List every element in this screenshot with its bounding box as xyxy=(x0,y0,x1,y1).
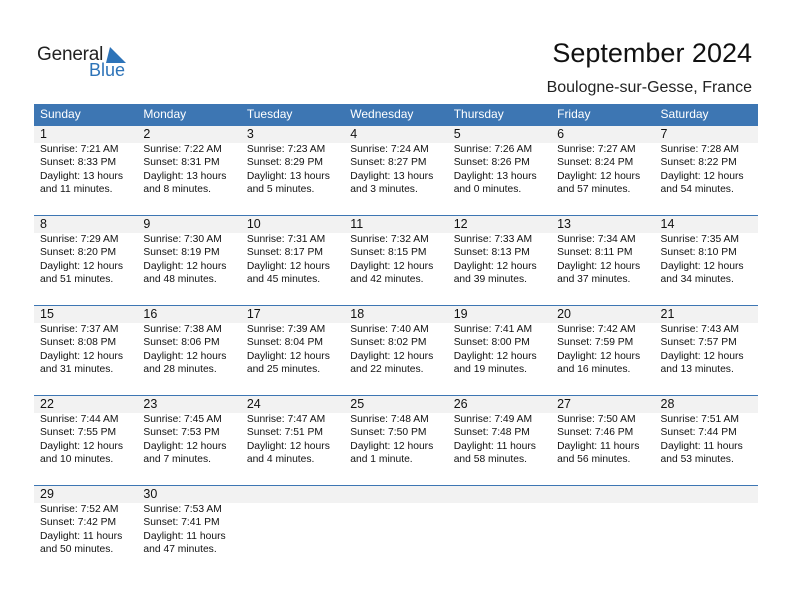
day-cell xyxy=(137,413,240,467)
weeks-container xyxy=(34,125,758,575)
day-cell xyxy=(34,503,137,557)
sunset-text: Sunset: 7:46 PM xyxy=(557,427,634,439)
day-cell xyxy=(344,503,447,557)
day-cell xyxy=(137,233,240,287)
sunset-text: Sunset: 8:06 PM xyxy=(143,337,220,349)
sunrise-text: Sunrise: 7:43 AM xyxy=(660,324,739,335)
day-number: 22 xyxy=(40,397,54,411)
weekday-label: Friday xyxy=(557,107,591,121)
day-cell xyxy=(655,143,758,197)
daylight-text: and 19 minutes. xyxy=(453,364,527,376)
day-cell xyxy=(551,413,654,467)
sunset-text: Sunset: 8:31 PM xyxy=(143,157,220,169)
day-cell xyxy=(34,233,137,287)
day-number: 28 xyxy=(660,397,675,411)
week-details xyxy=(34,143,758,197)
sunrise-text: Sunrise: 7:42 AM xyxy=(557,324,636,335)
week-date-strip xyxy=(34,305,758,323)
day-number: 13 xyxy=(557,217,572,231)
day-number: 7 xyxy=(660,127,668,141)
day-cell xyxy=(655,503,758,557)
calendar-week xyxy=(34,395,758,485)
daylight-text: and 34 minutes. xyxy=(660,274,734,286)
sunset-text: Sunset: 8:22 PM xyxy=(660,157,737,169)
sunset-text: Sunset: 8:08 PM xyxy=(40,337,117,349)
daylight-text: and 28 minutes. xyxy=(143,364,217,376)
weekday-label: Monday xyxy=(143,107,187,121)
day-number: 24 xyxy=(246,397,261,411)
sunset-text xyxy=(454,516,551,529)
day-number: 10 xyxy=(246,217,261,231)
week-date-strip xyxy=(34,215,758,233)
sunrise-text: Sunrise: 7:39 AM xyxy=(246,324,326,335)
daylight-text xyxy=(454,543,551,556)
day-number: 21 xyxy=(660,307,675,321)
daylight-text: Daylight: 12 hours xyxy=(40,260,123,272)
daylight-text: Daylight: 13 hours xyxy=(350,170,434,182)
location-subtitle: Boulogne-sur-Gesse, France xyxy=(546,79,752,96)
sunrise-text: Sunrise: 7:22 AM xyxy=(143,144,222,155)
week-details xyxy=(34,233,758,287)
sunrise-text: Sunrise: 7:40 AM xyxy=(350,324,429,335)
daylight-text xyxy=(454,530,551,543)
daylight-text: and 25 minutes. xyxy=(246,364,321,376)
sunset-text: Sunset: 7:48 PM xyxy=(453,427,530,439)
daylight-text: and 51 minutes. xyxy=(40,274,114,286)
daylight-text xyxy=(247,530,344,543)
sunrise-text: Sunrise: 7:48 AM xyxy=(350,414,429,425)
sunset-text: Sunset: 8:13 PM xyxy=(453,247,530,259)
sunset-text: Sunset: 7:57 PM xyxy=(660,337,737,349)
daylight-text: Daylight: 12 hours xyxy=(40,350,123,362)
sunrise-text: Sunrise: 7:53 AM xyxy=(143,504,222,515)
sunset-text: Sunset: 7:42 PM xyxy=(40,517,117,529)
daylight-text: and 3 minutes. xyxy=(350,184,418,196)
daylight-text: and 4 minutes. xyxy=(246,454,315,466)
day-number: 4 xyxy=(350,127,358,141)
daylight-text: and 53 minutes. xyxy=(660,454,734,466)
daylight-text: Daylight: 12 hours xyxy=(143,260,227,272)
daylight-text: Daylight: 12 hours xyxy=(40,440,123,452)
day-number xyxy=(551,486,654,503)
day-cell xyxy=(551,503,654,557)
weekday-label: Wednesday xyxy=(350,107,414,121)
daylight-text: Daylight: 12 hours xyxy=(557,260,641,272)
daylight-text: and 39 minutes. xyxy=(453,274,527,286)
daylight-text: and 58 minutes. xyxy=(453,454,527,466)
day-number: 14 xyxy=(660,217,675,231)
calendar-week xyxy=(34,485,758,575)
daylight-text: and 56 minutes. xyxy=(557,454,631,466)
daylight-text xyxy=(350,530,447,543)
week-date-strip xyxy=(34,485,758,503)
week-details xyxy=(34,323,758,377)
sunset-text: Sunset: 7:59 PM xyxy=(557,337,634,349)
sunrise-text: Sunrise: 7:47 AM xyxy=(246,414,326,425)
sunrise-text xyxy=(454,503,551,516)
daylight-text xyxy=(350,543,447,556)
day-cell xyxy=(241,503,344,557)
day-number: 1 xyxy=(40,127,47,141)
daylight-text: Daylight: 12 hours xyxy=(143,350,227,362)
day-number xyxy=(655,486,758,503)
day-number: 5 xyxy=(453,127,461,141)
daylight-text: Daylight: 11 hours xyxy=(453,440,536,452)
sunset-text: Sunset: 8:24 PM xyxy=(557,157,634,169)
sunrise-text: Sunrise: 7:21 AM xyxy=(40,144,119,155)
sunset-text: Sunset: 7:53 PM xyxy=(143,427,220,439)
week-date-strip xyxy=(34,395,758,413)
sunrise-text: Sunrise: 7:23 AM xyxy=(246,144,326,155)
day-number: 29 xyxy=(40,487,54,501)
calendar-week xyxy=(34,125,758,215)
sunset-text: Sunset: 8:19 PM xyxy=(143,247,220,259)
calendar-week xyxy=(34,215,758,305)
weekday-label: Thursday xyxy=(453,107,504,121)
sunrise-text: Sunrise: 7:31 AM xyxy=(246,234,326,245)
daylight-text xyxy=(557,530,654,543)
daylight-text: Daylight: 12 hours xyxy=(557,350,641,362)
daylight-text: Daylight: 13 hours xyxy=(246,170,330,182)
logo-word-general: General xyxy=(37,44,104,65)
daylight-text: Daylight: 12 hours xyxy=(453,260,537,272)
day-number: 11 xyxy=(350,217,364,231)
logo xyxy=(37,44,137,80)
day-number: 27 xyxy=(557,397,572,411)
weekday-label: Tuesday xyxy=(246,107,293,121)
sunrise-text: Sunrise: 7:26 AM xyxy=(453,144,533,155)
logo-word-blue: Blue xyxy=(89,60,126,80)
day-number: 15 xyxy=(40,307,54,321)
daylight-text: and 11 minutes. xyxy=(40,184,113,196)
daylight-text: and 50 minutes. xyxy=(40,544,114,556)
day-cell xyxy=(137,323,240,377)
day-number: 30 xyxy=(143,487,158,501)
day-number: 2 xyxy=(143,127,151,141)
day-number: 18 xyxy=(350,307,365,321)
sunrise-text: Sunrise: 7:30 AM xyxy=(143,234,222,245)
sunrise-text: Sunrise: 7:29 AM xyxy=(40,234,119,245)
sunset-text: Sunset: 8:02 PM xyxy=(350,337,427,349)
day-cell xyxy=(448,233,551,287)
sunrise-text: Sunrise: 7:27 AM xyxy=(557,144,636,155)
day-cell xyxy=(655,323,758,377)
day-cell xyxy=(448,143,551,197)
daylight-text: Daylight: 13 hours xyxy=(143,170,227,182)
sunset-text: Sunset: 8:26 PM xyxy=(453,157,530,169)
sunset-text: Sunset: 7:41 PM xyxy=(143,517,220,529)
daylight-text: Daylight: 12 hours xyxy=(350,260,434,272)
day-cell xyxy=(241,233,344,287)
sunset-text: Sunset: 7:44 PM xyxy=(660,427,737,439)
daylight-text: Daylight: 11 hours xyxy=(143,530,226,542)
daylight-text: and 22 minutes. xyxy=(350,364,424,376)
sunset-text: Sunset: 7:51 PM xyxy=(246,427,323,439)
day-number: 20 xyxy=(557,307,572,321)
daylight-text: Daylight: 11 hours xyxy=(557,440,640,452)
day-cell xyxy=(448,413,551,467)
day-cell xyxy=(448,503,551,557)
week-details xyxy=(34,503,758,557)
sunset-text: Sunset: 8:29 PM xyxy=(246,157,323,169)
sunrise-text: Sunrise: 7:28 AM xyxy=(660,144,739,155)
day-number: 19 xyxy=(453,307,468,321)
day-cell xyxy=(551,323,654,377)
sunrise-text: Sunrise: 7:49 AM xyxy=(453,414,533,425)
day-cell xyxy=(655,413,758,467)
day-cell xyxy=(137,503,240,557)
calendar-week xyxy=(34,305,758,395)
day-cell xyxy=(34,143,137,197)
daylight-text: and 45 minutes. xyxy=(246,274,321,286)
daylight-text: Daylight: 12 hours xyxy=(143,440,227,452)
day-number: 6 xyxy=(557,127,565,141)
day-cell xyxy=(34,323,137,377)
sunrise-text: Sunrise: 7:33 AM xyxy=(453,234,533,245)
sunset-text: Sunset: 8:27 PM xyxy=(350,157,427,169)
daylight-text: Daylight: 12 hours xyxy=(246,440,330,452)
day-number: 25 xyxy=(350,397,365,411)
sunset-text: Sunset: 8:20 PM xyxy=(40,247,117,259)
day-cell xyxy=(344,143,447,197)
daylight-text: Daylight: 13 hours xyxy=(453,170,537,182)
weekday-label: Sunday xyxy=(40,107,81,121)
daylight-text: and 7 minutes. xyxy=(143,454,211,466)
daylight-text: and 8 minutes. xyxy=(143,184,211,196)
day-cell xyxy=(137,143,240,197)
daylight-text: and 42 minutes. xyxy=(350,274,424,286)
day-number: 16 xyxy=(143,307,158,321)
daylight-text: Daylight: 12 hours xyxy=(453,350,537,362)
day-cell xyxy=(241,323,344,377)
day-cell xyxy=(344,413,447,467)
daylight-text: Daylight: 12 hours xyxy=(350,350,434,362)
day-number: 17 xyxy=(246,307,261,321)
day-number: 9 xyxy=(143,217,151,231)
daylight-text xyxy=(247,543,344,556)
sunrise-text: Sunrise: 7:35 AM xyxy=(660,234,739,245)
sunrise-text: Sunrise: 7:32 AM xyxy=(350,234,429,245)
sunrise-text: Sunrise: 7:44 AM xyxy=(40,414,119,425)
day-cell xyxy=(551,233,654,287)
sunrise-text xyxy=(350,503,447,516)
sunset-text: Sunset: 8:15 PM xyxy=(350,247,427,259)
sunset-text: Sunset: 8:00 PM xyxy=(453,337,530,349)
sunrise-text: Sunrise: 7:50 AM xyxy=(557,414,636,425)
day-number: 3 xyxy=(246,127,254,141)
day-cell xyxy=(241,413,344,467)
sunrise-text: Sunrise: 7:34 AM xyxy=(557,234,636,245)
daylight-text: and 5 minutes. xyxy=(246,184,315,196)
day-cell xyxy=(344,323,447,377)
daylight-text: and 16 minutes. xyxy=(557,364,631,376)
sunrise-text xyxy=(247,503,344,516)
sunset-text: Sunset: 7:50 PM xyxy=(350,427,427,439)
daylight-text: Daylight: 12 hours xyxy=(660,260,744,272)
daylight-text: Daylight: 12 hours xyxy=(557,170,641,182)
weekday-label: Saturday xyxy=(660,107,709,121)
day-number: 12 xyxy=(453,217,468,231)
daylight-text: and 10 minutes. xyxy=(40,454,114,466)
daylight-text xyxy=(661,530,758,543)
sunrise-text xyxy=(557,503,654,516)
week-date-strip xyxy=(34,125,758,143)
sunset-text xyxy=(350,516,447,529)
sunset-text: Sunset: 8:11 PM xyxy=(557,247,633,259)
daylight-text: and 48 minutes. xyxy=(143,274,217,286)
day-cell xyxy=(448,323,551,377)
day-cell xyxy=(551,143,654,197)
daylight-text: Daylight: 13 hours xyxy=(40,170,123,182)
daylight-text xyxy=(557,543,654,556)
week-details xyxy=(34,413,758,467)
daylight-text: and 54 minutes. xyxy=(660,184,734,196)
sunrise-text: Sunrise: 7:45 AM xyxy=(143,414,222,425)
page-title: September 2024 xyxy=(552,38,752,68)
sunrise-text: Sunrise: 7:52 AM xyxy=(40,504,119,515)
sunset-text: Sunset: 7:55 PM xyxy=(40,427,117,439)
day-number: 8 xyxy=(40,217,47,231)
calendar-grid xyxy=(34,104,758,575)
day-cell xyxy=(344,233,447,287)
sunset-text: Sunset: 8:04 PM xyxy=(246,337,323,349)
day-cell xyxy=(241,143,344,197)
sunset-text xyxy=(557,516,654,529)
daylight-text: and 1 minute. xyxy=(350,454,413,466)
sunset-text: Sunset: 8:33 PM xyxy=(40,157,117,169)
daylight-text: Daylight: 11 hours xyxy=(40,530,123,542)
daylight-text: Daylight: 12 hours xyxy=(660,170,744,182)
day-number: 26 xyxy=(453,397,468,411)
sunrise-text: Sunrise: 7:51 AM xyxy=(660,414,739,425)
daylight-text: Daylight: 11 hours xyxy=(660,440,743,452)
sunrise-text xyxy=(661,503,758,516)
day-number xyxy=(448,486,551,503)
daylight-text: and 47 minutes. xyxy=(143,544,217,556)
day-number xyxy=(241,486,344,503)
day-number: 23 xyxy=(143,397,158,411)
daylight-text: and 31 minutes. xyxy=(40,364,114,376)
daylight-text: and 37 minutes. xyxy=(557,274,631,286)
day-cell xyxy=(34,413,137,467)
daylight-text: and 13 minutes. xyxy=(660,364,734,376)
day-number xyxy=(344,486,447,503)
daylight-text xyxy=(661,543,758,556)
sunrise-text: Sunrise: 7:37 AM xyxy=(40,324,119,335)
daylight-text: Daylight: 12 hours xyxy=(350,440,434,452)
sunrise-text: Sunrise: 7:24 AM xyxy=(350,144,429,155)
daylight-text: Daylight: 12 hours xyxy=(246,260,330,272)
sunset-text xyxy=(247,516,344,529)
daylight-text: and 57 minutes. xyxy=(557,184,631,196)
sunset-text xyxy=(661,516,758,529)
daylight-text: and 0 minutes. xyxy=(453,184,522,196)
weekday-header xyxy=(34,104,758,125)
sunrise-text: Sunrise: 7:41 AM xyxy=(453,324,533,335)
sunset-text: Sunset: 8:17 PM xyxy=(246,247,323,259)
sunset-text: Sunset: 8:10 PM xyxy=(660,247,737,259)
day-cell xyxy=(655,233,758,287)
daylight-text: Daylight: 12 hours xyxy=(246,350,330,362)
daylight-text: Daylight: 12 hours xyxy=(660,350,744,362)
sunrise-text: Sunrise: 7:38 AM xyxy=(143,324,222,335)
